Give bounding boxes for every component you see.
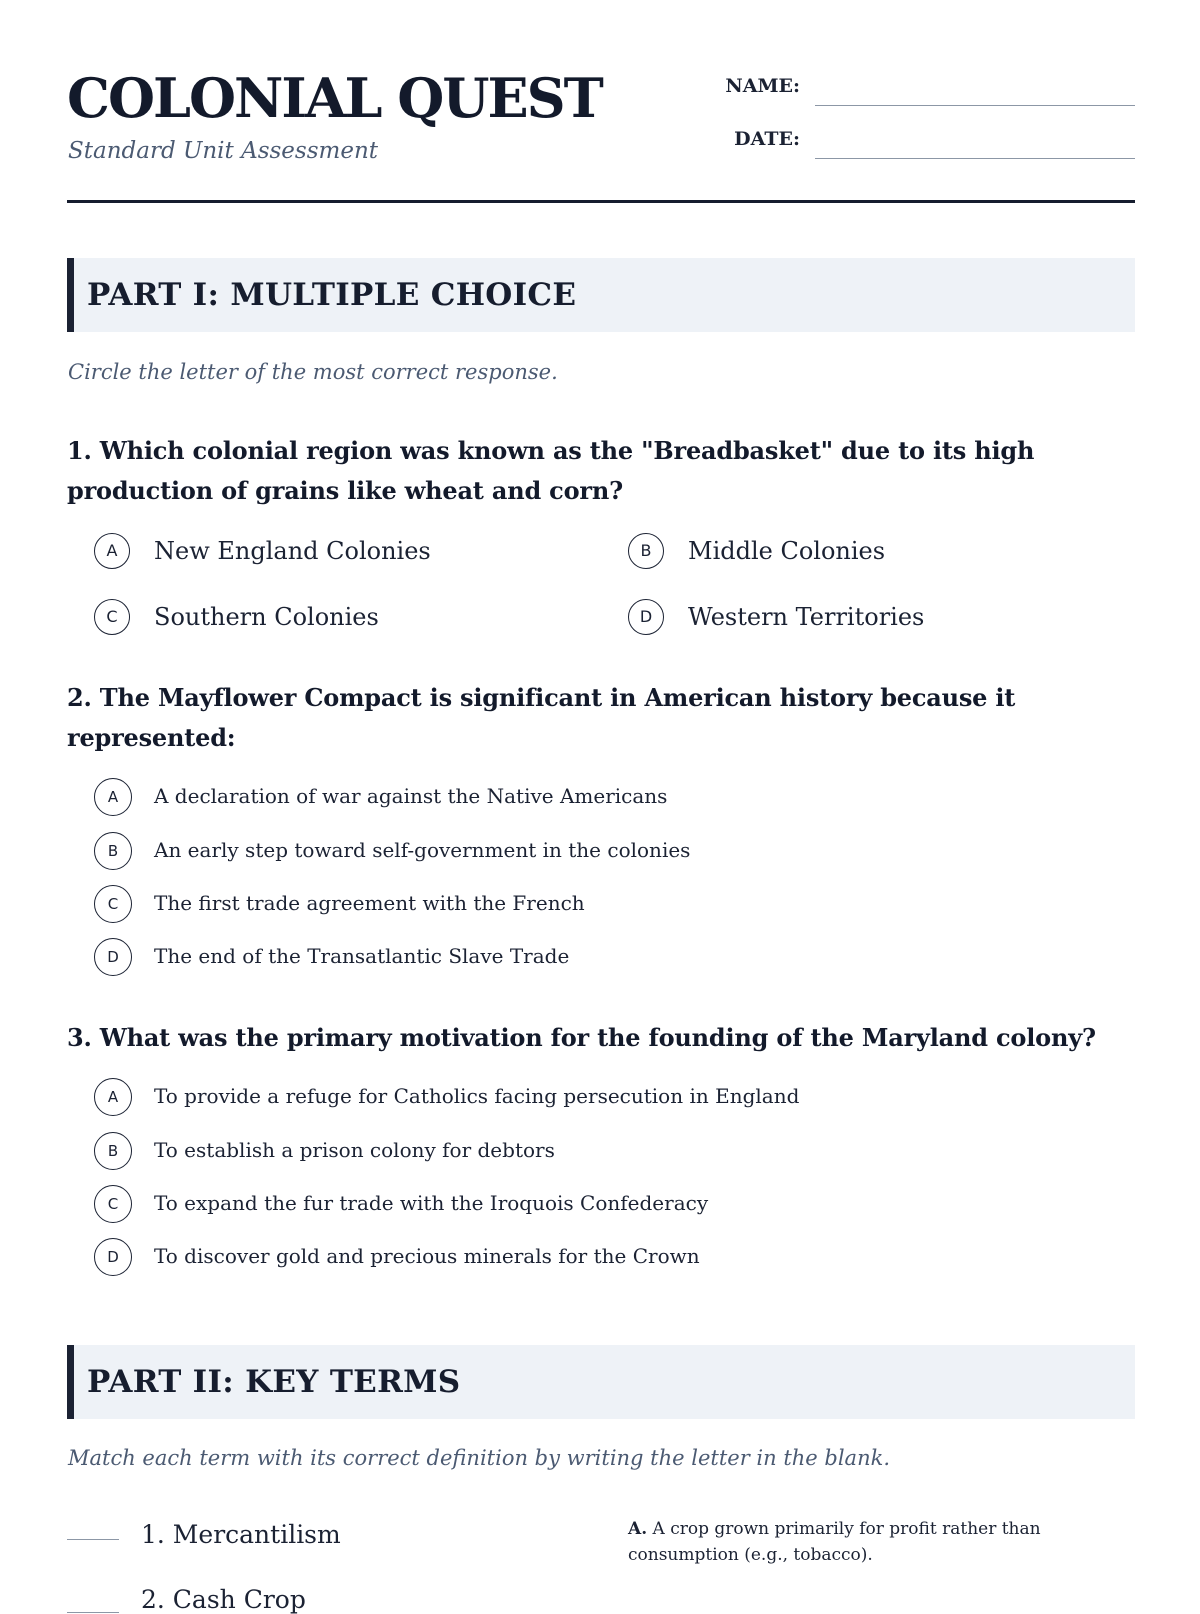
question-3: 3. What was the primary motivation for the founding of the Maryland colony? xyxy=(67,1023,1096,1052)
date-field[interactable] xyxy=(815,158,1135,159)
question-1: 1. Which colonial region was known as the "Breadbasket" due to its high production of grains like wheat and corn? xyxy=(67,436,1035,505)
option-letter-circle[interactable]: C xyxy=(94,885,132,923)
q1-option-b[interactable] xyxy=(628,533,1108,573)
definition-text: A crop grown primarily for profit rather than consumption (e.g., tobacco). xyxy=(628,1519,1041,1565)
option-text: The first trade agreement with the French xyxy=(154,891,585,915)
section-header-part-1 xyxy=(67,258,1135,332)
q3-option-a[interactable] xyxy=(94,1078,994,1118)
q3-option-c[interactable] xyxy=(94,1185,994,1225)
q1-option-d[interactable] xyxy=(628,599,1108,639)
q1-option-c[interactable] xyxy=(94,599,574,639)
option-text: To establish a prison colony for debtors xyxy=(154,1138,555,1162)
definition-item xyxy=(628,1516,1098,1568)
option-text: An early step toward self-government in the colonies xyxy=(154,838,691,862)
q3-option-b[interactable] xyxy=(94,1132,994,1172)
section-title: PART I: MULTIPLE CHOICE xyxy=(87,277,577,313)
header-divider xyxy=(67,200,1135,203)
option-letter-circle[interactable]: B xyxy=(94,1132,132,1170)
section-header-part-2 xyxy=(67,1345,1135,1419)
option-text: Southern Colonies xyxy=(154,603,379,631)
q2-option-c[interactable] xyxy=(94,885,994,925)
option-letter-circle[interactable]: A xyxy=(94,778,132,816)
option-letter-circle[interactable]: C xyxy=(94,1185,132,1223)
q2-option-d[interactable] xyxy=(94,938,994,978)
option-letter-circle[interactable]: D xyxy=(628,599,664,635)
part-2-instructions: Match each term with its correct definition by writing the letter in the blank. xyxy=(68,1446,890,1470)
page-title: COLONIAL QUEST xyxy=(67,66,602,130)
option-letter-circle[interactable]: C xyxy=(94,599,130,635)
answer-blank[interactable] xyxy=(67,1612,119,1613)
name-label: NAME: xyxy=(725,75,800,97)
option-text: New England Colonies xyxy=(154,537,431,565)
answer-blank[interactable] xyxy=(67,1539,119,1540)
option-letter-circle[interactable]: D xyxy=(94,938,132,976)
option-text: The end of the Transatlantic Slave Trade xyxy=(154,944,570,968)
name-field[interactable] xyxy=(815,105,1135,106)
definition-letter: A. xyxy=(628,1519,648,1539)
option-letter-circle[interactable]: A xyxy=(94,1078,132,1116)
q1-option-a[interactable] xyxy=(94,533,574,573)
q3-option-d[interactable] xyxy=(94,1238,994,1278)
date-label: DATE: xyxy=(734,128,800,150)
option-letter-circle[interactable]: B xyxy=(628,533,664,569)
option-text: Middle Colonies xyxy=(688,537,886,565)
match-term: 1. Mercantilism xyxy=(141,1520,341,1549)
option-text: Western Territories xyxy=(688,603,925,631)
page-subtitle: Standard Unit Assessment xyxy=(68,138,379,164)
option-letter-circle[interactable]: D xyxy=(94,1238,132,1276)
option-text: To discover gold and precious minerals for the Crown xyxy=(154,1244,700,1268)
section-title: PART II: KEY TERMS xyxy=(87,1364,461,1400)
q2-option-b[interactable] xyxy=(94,832,994,872)
question-2: 2. The Mayflower Compact is significant in American history because it represented: xyxy=(67,683,1016,752)
option-letter-circle[interactable]: A xyxy=(94,533,130,569)
part-1-instructions: Circle the letter of the most correct response. xyxy=(68,360,558,384)
option-text: To provide a refuge for Catholics facing persecution in England xyxy=(154,1084,800,1108)
option-letter-circle[interactable]: B xyxy=(94,832,132,870)
q2-option-a[interactable] xyxy=(94,778,994,818)
match-term: 2. Cash Crop xyxy=(141,1585,306,1614)
option-text: To expand the fur trade with the Iroquois Confederacy xyxy=(154,1191,709,1215)
option-text: A declaration of war against the Native Americans xyxy=(154,784,668,808)
